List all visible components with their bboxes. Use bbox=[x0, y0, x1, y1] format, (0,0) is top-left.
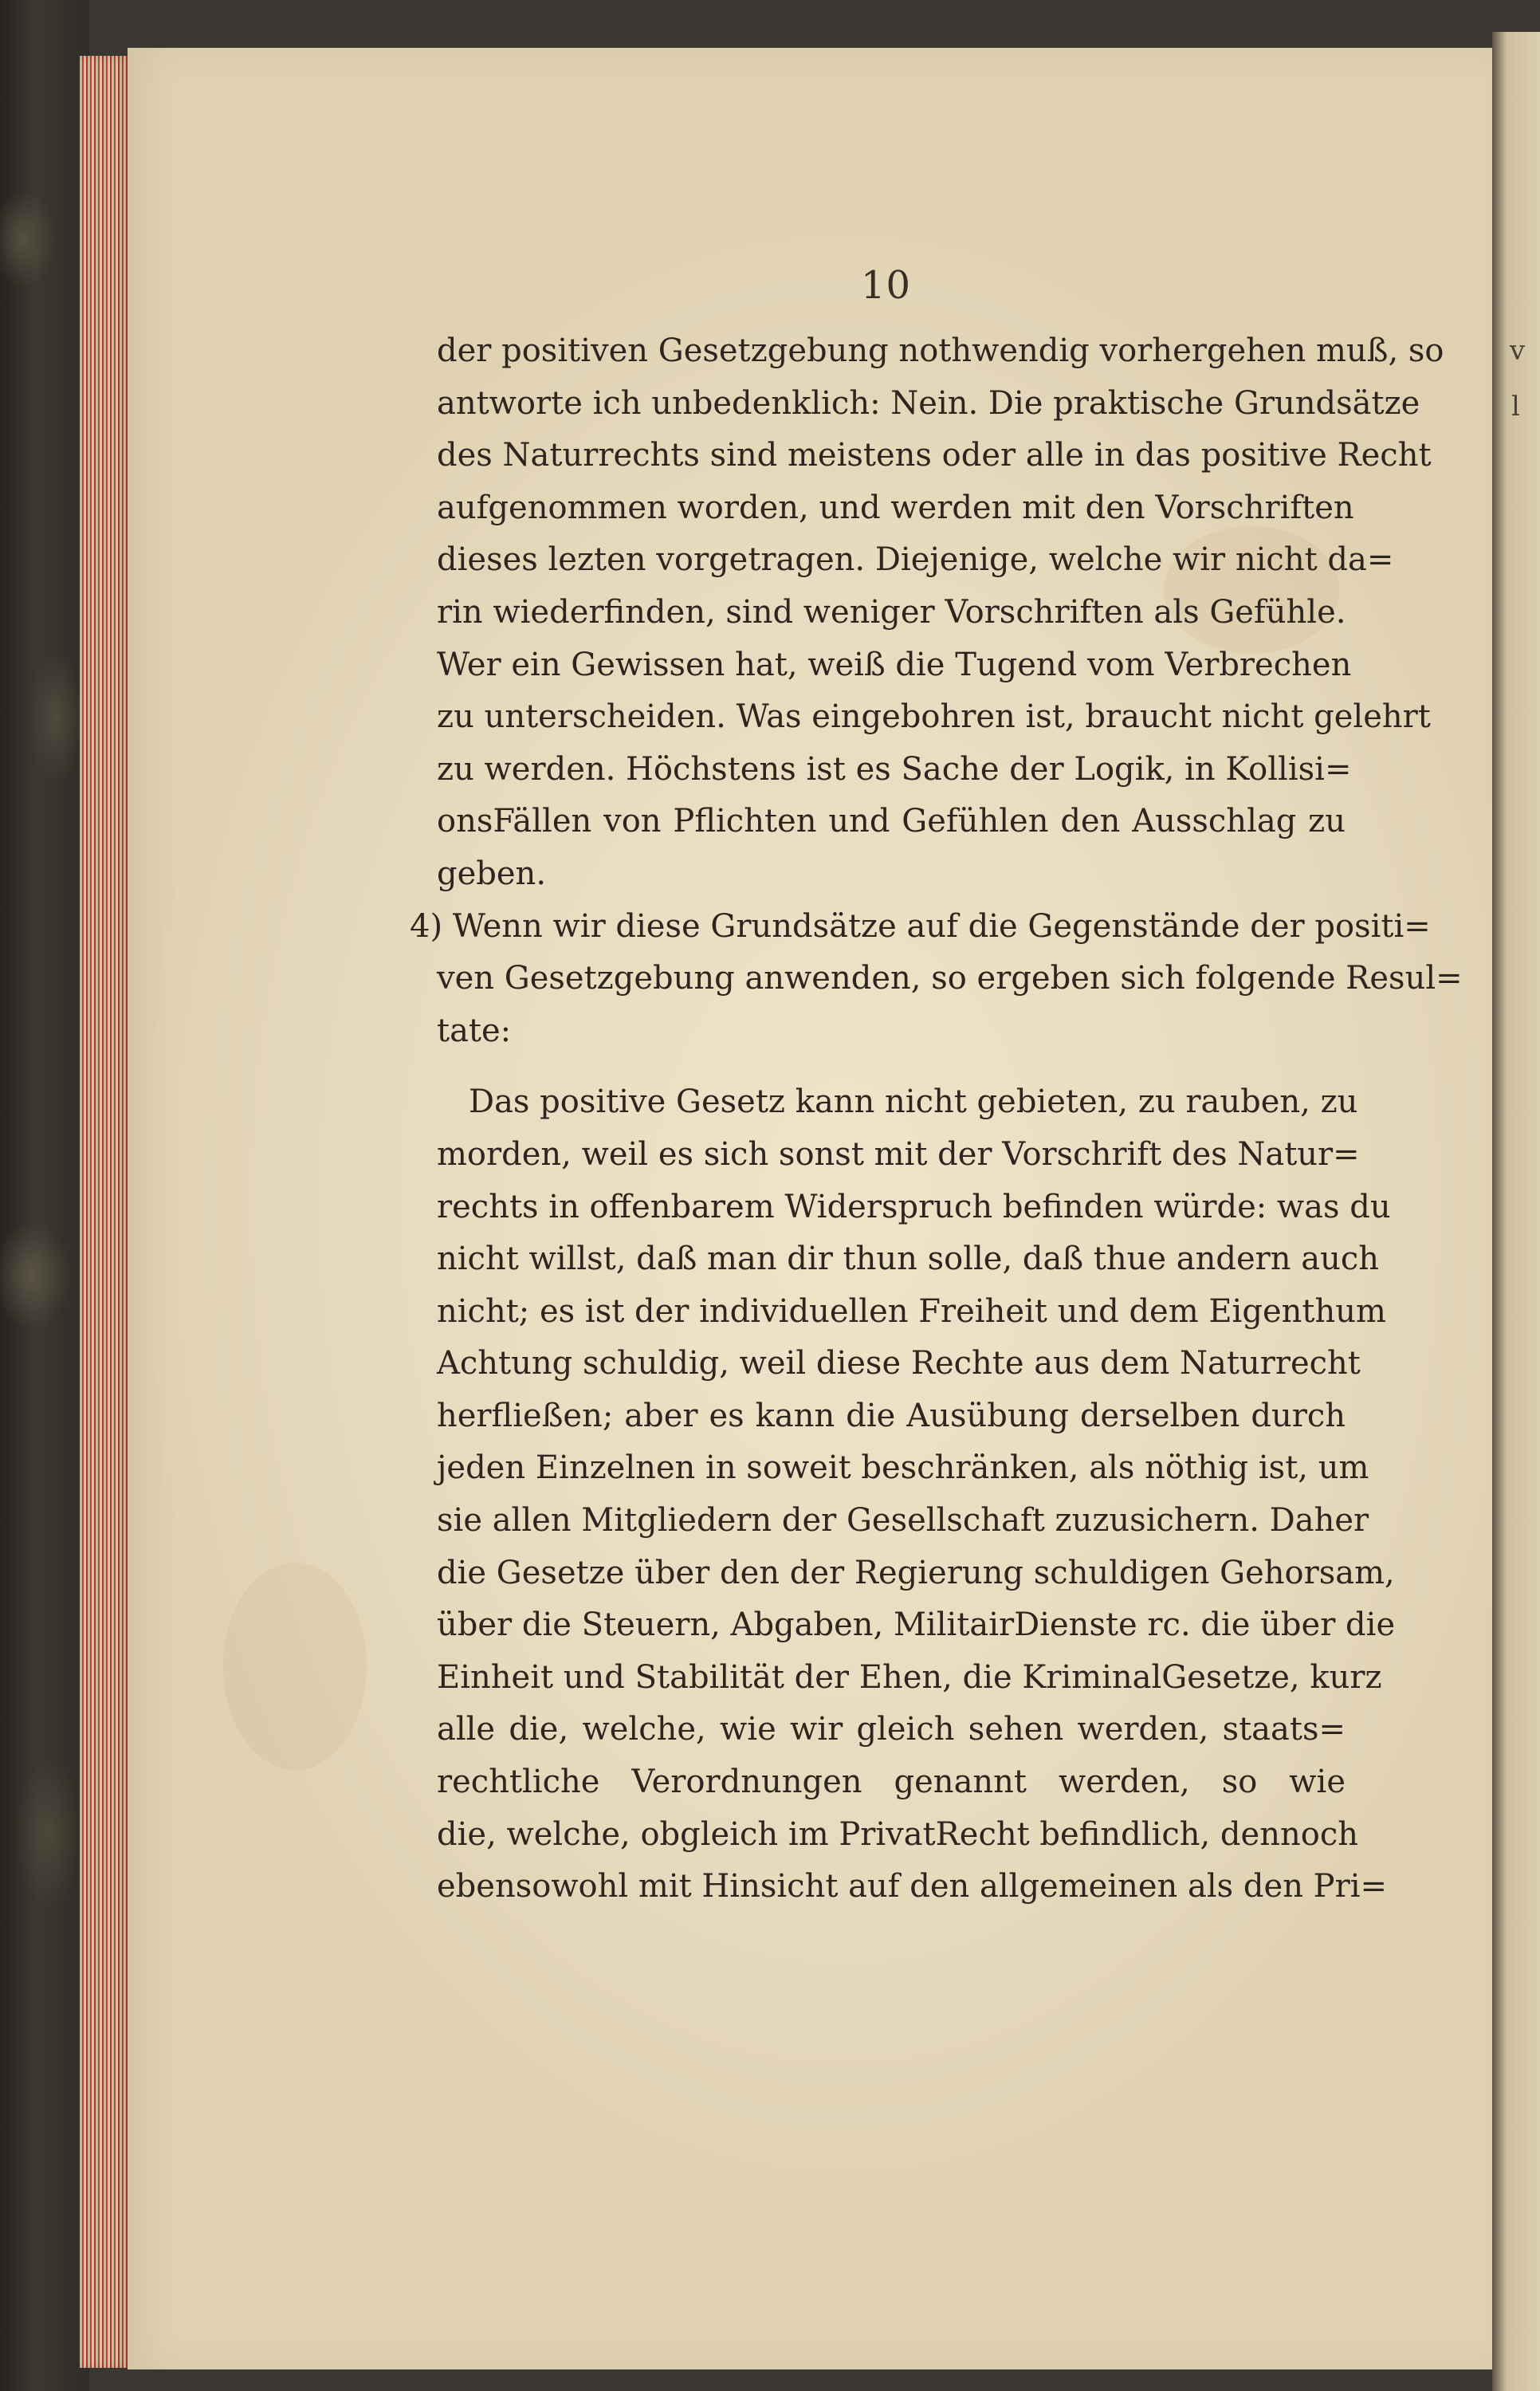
page-text-block bbox=[410, 325, 1463, 1913]
text-line: zu unterscheiden. Was eingebohren ist, braucht nicht gelehrt bbox=[437, 698, 1431, 736]
text-line: geben. bbox=[437, 855, 547, 892]
text-line: Achtung schuldig, weil diese Rechte aus dem Naturrecht bbox=[437, 1345, 1361, 1382]
text-line: tate: bbox=[437, 1012, 512, 1049]
text-line: onsFällen von Pflichten und Gefühlen den Ausschlag zu bbox=[437, 803, 1346, 840]
text-line: Wer ein Gewissen hat, weiß die Tugend vom Verbrechen bbox=[437, 646, 1352, 683]
text-line: die Gesetze über den der Regierung schuldigen Gehorsam, bbox=[437, 1554, 1395, 1591]
text-line: des Naturrechts sind meistens oder alle in das positive Recht bbox=[437, 437, 1432, 474]
text-line: morden, weil es sich sonst mit der Vorschrift des Natur= bbox=[437, 1135, 1360, 1173]
text-line: zu werden. Höchstens ist es Sache der Logik, in Kollisi= bbox=[437, 750, 1352, 788]
text-line: jeden Einzelnen in soweit beschränken, als nöthig ist, um bbox=[437, 1449, 1369, 1487]
text-line: nicht; es ist der individuellen Freiheit und dem Eigenthum bbox=[437, 1292, 1386, 1330]
paragraph-gap bbox=[437, 1057, 1346, 1076]
text-line: antworte ich unbedenklich: Nein. Die praktische Grundsätze bbox=[437, 384, 1420, 422]
text-line: dieses lezten vorgetragen. Diejenige, welche wir nicht da= bbox=[437, 541, 1394, 579]
text-line: rin wiederfinden, sind weniger Vorschriften als Gefühle. bbox=[437, 593, 1346, 631]
text-line: ven Gesetzgebung anwenden, so ergeben sich folgende Resul= bbox=[437, 960, 1463, 997]
text-line: alle die, welche, wie wir gleich sehen werden, staats= bbox=[437, 1711, 1346, 1748]
text-line: rechtliche Verordnungen genannt werden, so wie bbox=[437, 1764, 1346, 1801]
text-line: der positiven Gesetzgebung nothwendig vorhergehen muß, so bbox=[437, 332, 1444, 369]
text-line: sie allen Mitgliedern der Gesellschaft zuzusichern. Daher bbox=[437, 1502, 1369, 1540]
text-line: 4) Wenn wir diese Grundsätze auf die Gegenstände der positi= bbox=[410, 907, 1431, 945]
adjacent-page-glyph: l bbox=[1511, 391, 1520, 423]
adjacent-page-glyph: v bbox=[1510, 335, 1526, 367]
page-number: 10 bbox=[861, 263, 912, 308]
text-line: ebensowohl mit Hinsicht auf den allgemeinen als den Pri= bbox=[437, 1868, 1388, 1905]
red-page-edges bbox=[80, 56, 129, 2368]
text-line: die, welche, obgleich im PrivatRecht befindlich, dennoch bbox=[437, 1815, 1358, 1853]
text-line: rechts in offenbarem Widerspruch befinden würde: was du bbox=[437, 1188, 1391, 1225]
text-line: Das positive Gesetz kann nicht gebieten, zu rauben, zu bbox=[469, 1083, 1358, 1121]
adjacent-page-edge bbox=[1492, 32, 1540, 2391]
text-line: aufgenommen worden, und werden mit den Vorschriften bbox=[437, 489, 1354, 526]
text-line: Einheit und Stabilität der Ehen, die KriminalGesetze, kurz bbox=[437, 1658, 1382, 1696]
text-line: nicht willst, daß man dir thun solle, daß thue andern auch bbox=[437, 1241, 1380, 1278]
text-line: herfließen; aber es kann die Ausübung derselben durch bbox=[437, 1397, 1346, 1434]
paper-stain bbox=[223, 1563, 367, 1770]
text-line: über die Steuern, Abgaben, MilitairDienste rc. die über die bbox=[437, 1606, 1396, 1644]
marbled-cover-board bbox=[0, 0, 89, 2391]
